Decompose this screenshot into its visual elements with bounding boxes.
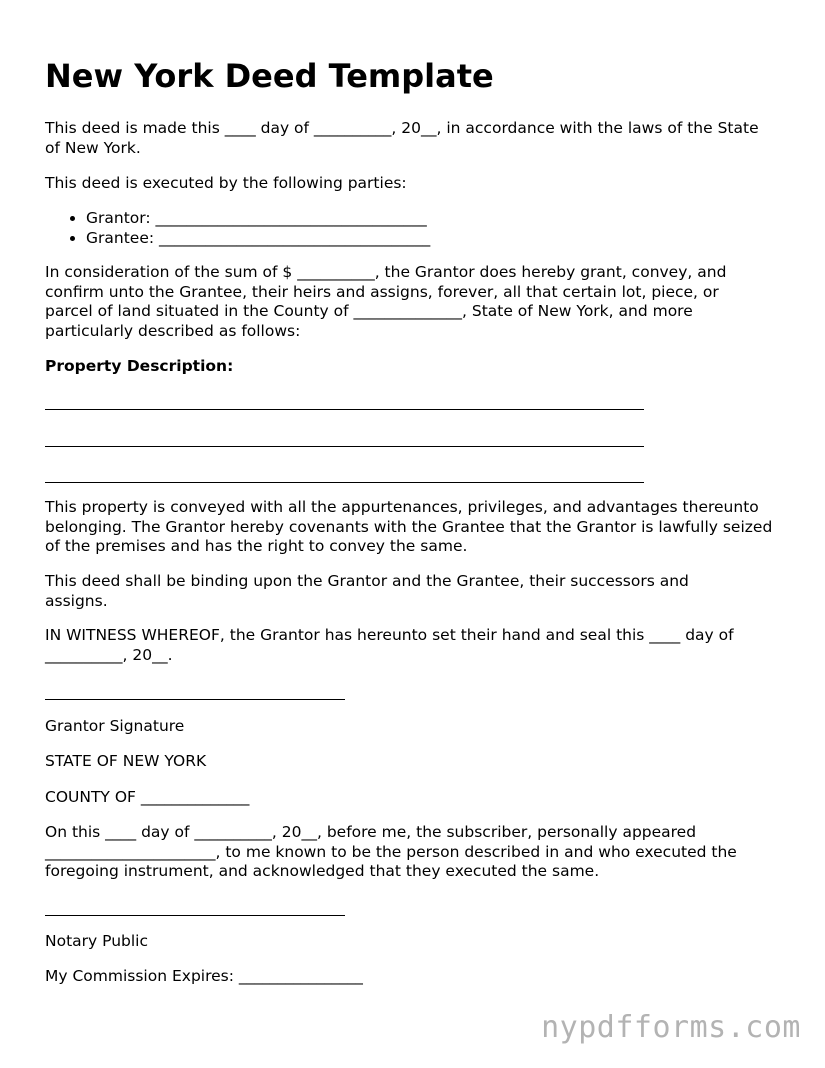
grantor-signature-label: Grantor Signature bbox=[45, 717, 185, 735]
binding-paragraph: This deed shall be binding upon the Grantor and the Grantee, their successors and assigns. bbox=[45, 572, 694, 610]
site-watermark: nypdfforms.com bbox=[541, 1010, 801, 1045]
grantor-signature-line bbox=[45, 699, 345, 700]
intro-paragraph: This deed is made this ____ day of __________, 20__, in accordance with the laws of the State of New York. bbox=[45, 119, 764, 157]
witness-paragraph: IN WITNESS WHEREOF, the Grantor has hereunto set their hand and seal this ____ day of __________, 20__. bbox=[45, 626, 739, 664]
parties-intro: This deed is executed by the following parties: bbox=[45, 174, 407, 192]
property-description-line-2 bbox=[45, 446, 644, 447]
page-title: New York Deed Template bbox=[45, 57, 494, 95]
appurtenances-paragraph: This property is conveyed with all the appurtenances, privileges, and advantages thereunto belonging. The Grantor hereby covenants with the Grantee that the Grantor is lawfully seized of the premises and has the right to convey the same. bbox=[45, 498, 778, 555]
parties-list bbox=[45, 208, 430, 248]
grantor-item: • Grantor: ___________________________________ bbox=[86, 208, 430, 228]
county-label: COUNTY OF ______________ bbox=[45, 788, 250, 806]
commission-expires-label: My Commission Expires: ________________ bbox=[45, 967, 363, 985]
property-description-line-3 bbox=[45, 482, 644, 483]
grantee-item: • Grantee: ___________________________________ bbox=[86, 228, 430, 248]
acknowledgment-paragraph: On this ____ day of __________, 20__, before me, the subscriber, personally appeared ______________________, to me known to be the person described in and who executed the foregoing instrument, and acknowledged that they executed the same. bbox=[45, 823, 742, 880]
notary-signature-line bbox=[45, 915, 345, 916]
notary-label: Notary Public bbox=[45, 932, 148, 950]
consideration-paragraph: In consideration of the sum of $ __________, the Grantor does hereby grant, convey, and confirm unto the Grantee, their heirs and assigns, forever, all that certain lot, piece, or parcel of land situated in the County of ______________, State of New York, and more particularly described as follows: bbox=[45, 263, 732, 340]
property-description-line-1 bbox=[45, 409, 644, 410]
state-label: STATE OF NEW YORK bbox=[45, 752, 207, 770]
property-description-heading: Property Description: bbox=[45, 357, 234, 375]
